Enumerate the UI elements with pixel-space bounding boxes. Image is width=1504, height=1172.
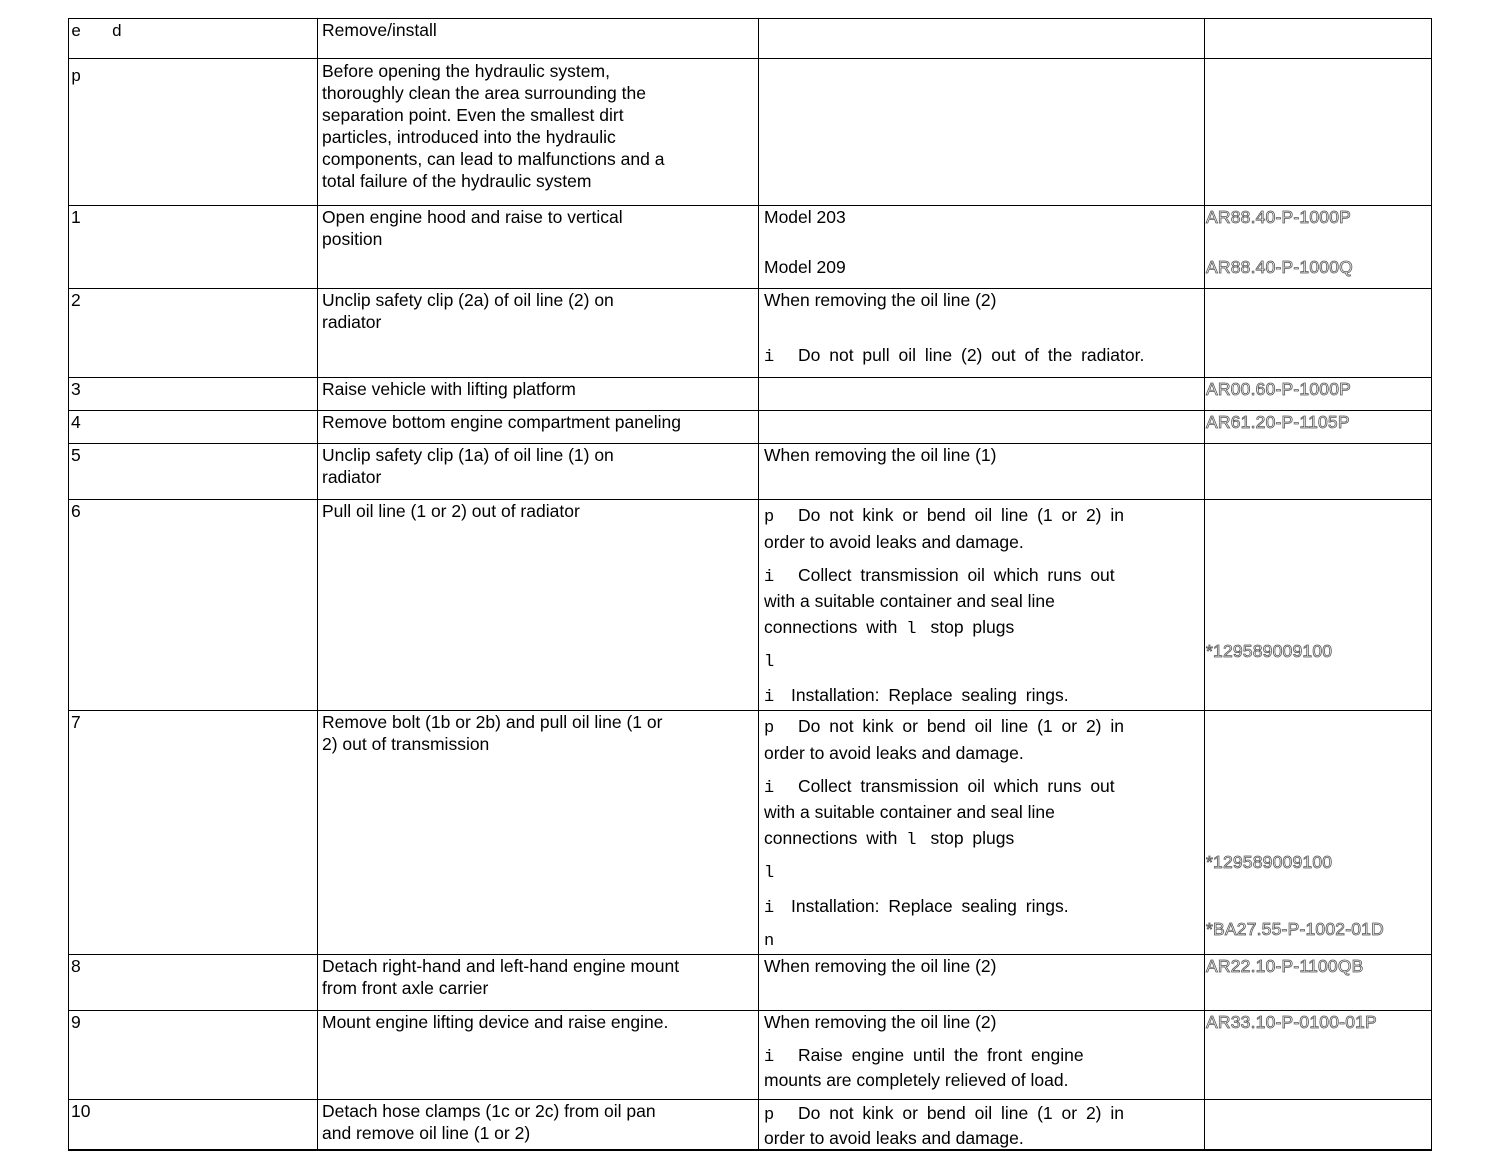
- step-text: Detach hose clamps (1c or 2c) from oil pan: [322, 1101, 656, 1121]
- step-note: Model 209: [764, 257, 846, 277]
- step-notes-cell: [759, 444, 1205, 500]
- step-notes-cell: [759, 1011, 1205, 1100]
- step-text: Unclip safety clip (2a) of oil line (2) on: [322, 290, 614, 310]
- step-note: connections with: [764, 828, 898, 848]
- step-text-cell: [318, 1011, 759, 1100]
- step-note: When removing the oil line (2): [764, 290, 997, 310]
- stop-plug-icon: l: [906, 831, 917, 850]
- step-note: Do not kink or bend oil line (1 or 2) in: [798, 716, 1124, 736]
- info-icon: i: [764, 899, 775, 918]
- step-ref-cell: [1205, 411, 1432, 444]
- info-icon: i: [764, 779, 775, 798]
- page-cut-rule: [68, 1149, 1432, 1151]
- step-row-5: [69, 444, 1432, 500]
- step-note: with a suitable container and seal line: [764, 591, 1055, 611]
- step-row-9: [69, 1011, 1432, 1100]
- step-reference-link[interactable]: AR61.20-P-1105P: [1206, 412, 1350, 432]
- tool-reference-link[interactable]: *129589009100: [1206, 852, 1333, 872]
- step-number: 1: [69, 206, 318, 289]
- step-ref-cell: [1205, 711, 1432, 955]
- warning-col4: [1205, 59, 1432, 206]
- header-col2: [318, 19, 759, 59]
- step-notes-cell: [759, 206, 1205, 289]
- step-ref-cell: [1205, 444, 1432, 500]
- step-ref-cell: [1205, 955, 1432, 1011]
- step-text-cell: [318, 955, 759, 1011]
- step-text-cell: [318, 500, 759, 711]
- step-notes-cell: [759, 411, 1205, 444]
- warning-line: thoroughly clean the area surrounding the: [322, 83, 646, 103]
- step-text: and remove oil line (1 or 2): [322, 1123, 531, 1143]
- caution-icon: p: [764, 719, 775, 738]
- step-note: Installation: Replace sealing rings.: [791, 685, 1069, 705]
- info-icon: i: [764, 1048, 775, 1067]
- step-note: Do not kink or bend oil line (1 or 2) in: [798, 505, 1124, 525]
- warning-symbol-cell: [69, 59, 318, 206]
- step-note: Collect transmission oil which runs out: [798, 565, 1115, 585]
- step-number: 9: [69, 1011, 318, 1100]
- step-number: 2: [69, 289, 318, 378]
- step-number: 10: [69, 1100, 318, 1151]
- step-text: Raise vehicle with lifting platform: [322, 379, 576, 399]
- tool-reference-link[interactable]: *129589009100: [1206, 641, 1333, 661]
- step-text-cell: [318, 1100, 759, 1151]
- step-row-2: [69, 289, 1432, 378]
- warning-row: [69, 59, 1432, 206]
- warning-col3: [759, 59, 1205, 206]
- warning-line: separation point. Even the smallest dirt: [322, 105, 624, 125]
- step-note: Installation: Replace sealing rings.: [791, 896, 1069, 916]
- step-text: Unclip safety clip (1a) of oil line (1) on: [322, 445, 614, 465]
- step-ref-cell: [1205, 1100, 1432, 1151]
- step-notes-cell: [759, 289, 1205, 378]
- step-note: mounts are completely relieved of load.: [764, 1070, 1069, 1090]
- step-text: position: [322, 229, 383, 249]
- step-note: stop plugs: [930, 828, 1015, 848]
- header-col1-text: e d: [71, 23, 123, 42]
- header-title: Remove/install: [322, 20, 437, 40]
- caution-icon: p: [764, 508, 775, 527]
- step-reference-link[interactable]: AR88.40-P-1000Q: [1206, 257, 1353, 277]
- step-text: from front axle carrier: [322, 978, 489, 998]
- step-row-6: [69, 500, 1432, 711]
- step-text-cell: [318, 444, 759, 500]
- step-note: order to avoid leaks and damage.: [764, 743, 1024, 763]
- step-notes-cell: [759, 955, 1205, 1011]
- step-note: Do not pull oil line (2) out of the radiator.: [798, 345, 1145, 365]
- step-text-cell: [318, 378, 759, 411]
- step-text: Open engine hood and raise to vertical: [322, 207, 623, 227]
- step-note: When removing the oil line (1): [764, 445, 997, 465]
- step-note: Collect transmission oil which runs out: [798, 776, 1115, 796]
- step-number: 5: [69, 444, 318, 500]
- procedure-table: [68, 18, 1432, 1151]
- step-notes-cell: [759, 711, 1205, 955]
- step-row-3: [69, 378, 1432, 411]
- specification-icon: n: [764, 932, 775, 951]
- stop-plug-icon: l: [906, 620, 917, 639]
- step-row-7: [69, 711, 1432, 955]
- step-text: 2) out of transmission: [322, 734, 490, 754]
- warning-line: Before opening the hydraulic system,: [322, 61, 610, 81]
- step-row-8: [69, 955, 1432, 1011]
- warning-icon: p: [71, 68, 82, 87]
- step-notes-cell: [759, 1100, 1205, 1151]
- step-reference-link[interactable]: AR00.60-P-1000P: [1206, 379, 1352, 399]
- warning-line: components, can lead to malfunctions and a: [322, 149, 665, 169]
- warning-line: particles, introduced into the hydraulic: [322, 127, 616, 147]
- step-ref-cell: [1205, 289, 1432, 378]
- step-ref-cell: [1205, 500, 1432, 711]
- header-col4: [1205, 19, 1432, 59]
- step-row-4: [69, 411, 1432, 444]
- step-text: Mount engine lifting device and raise engine.: [322, 1012, 669, 1032]
- step-number: 8: [69, 955, 318, 1011]
- step-note: Model 203: [764, 207, 846, 227]
- step-text-cell: [318, 411, 759, 444]
- header-row: [69, 19, 1432, 59]
- specification-reference-link[interactable]: *BA27.55-P-1002-01D: [1206, 919, 1384, 939]
- step-note: order to avoid leaks and damage.: [764, 532, 1024, 552]
- header-col1: [69, 19, 318, 59]
- step-text: Remove bolt (1b or 2b) and pull oil line (1 or: [322, 712, 663, 732]
- step-number: 4: [69, 411, 318, 444]
- step-number: 7: [69, 711, 318, 955]
- step-text-cell: [318, 289, 759, 378]
- step-row-1: [69, 206, 1432, 289]
- step-note: stop plugs: [930, 617, 1015, 637]
- tool-icon: l: [764, 653, 775, 672]
- step-note: When removing the oil line (2): [764, 1012, 997, 1032]
- step-number: 3: [69, 378, 318, 411]
- step-ref-cell: [1205, 378, 1432, 411]
- warning-text-cell: [318, 59, 759, 206]
- step-text: Detach right-hand and left-hand engine mount: [322, 956, 680, 976]
- step-ref-cell: [1205, 206, 1432, 289]
- step-notes-cell: [759, 500, 1205, 711]
- step-notes-cell: [759, 378, 1205, 411]
- header-col3: [759, 19, 1205, 59]
- info-icon: i: [764, 568, 775, 587]
- step-text-cell: [318, 711, 759, 955]
- tool-icon: l: [764, 864, 775, 883]
- step-note: Do not kink or bend oil line (1 or 2) in: [798, 1103, 1124, 1123]
- info-icon: i: [764, 348, 775, 367]
- step-note: order to avoid leaks and damage.: [764, 1128, 1024, 1148]
- step-reference-link[interactable]: AR88.40-P-1000P: [1206, 207, 1352, 227]
- warning-line: total failure of the hydraulic system: [322, 171, 592, 191]
- caution-icon: p: [764, 1106, 775, 1125]
- step-note: Raise engine until the front engine: [798, 1045, 1084, 1065]
- info-icon: i: [764, 688, 775, 707]
- step-text: Remove bottom engine compartment paneling: [322, 412, 681, 432]
- step-text-cell: [318, 206, 759, 289]
- step-text: radiator: [322, 467, 382, 487]
- step-note: When removing the oil line (2): [764, 956, 997, 976]
- step-row-10: [69, 1100, 1432, 1151]
- step-ref-cell: [1205, 1011, 1432, 1100]
- step-note: connections with: [764, 617, 898, 637]
- step-text: Pull oil line (1 or 2) out of radiator: [322, 501, 580, 521]
- step-number: 6: [69, 500, 318, 711]
- step-reference-link[interactable]: AR22.10-P-1100QB: [1206, 956, 1364, 976]
- step-text: radiator: [322, 312, 382, 332]
- step-reference-link[interactable]: AR33.10-P-0100-01P: [1206, 1012, 1377, 1032]
- step-note: with a suitable container and seal line: [764, 802, 1055, 822]
